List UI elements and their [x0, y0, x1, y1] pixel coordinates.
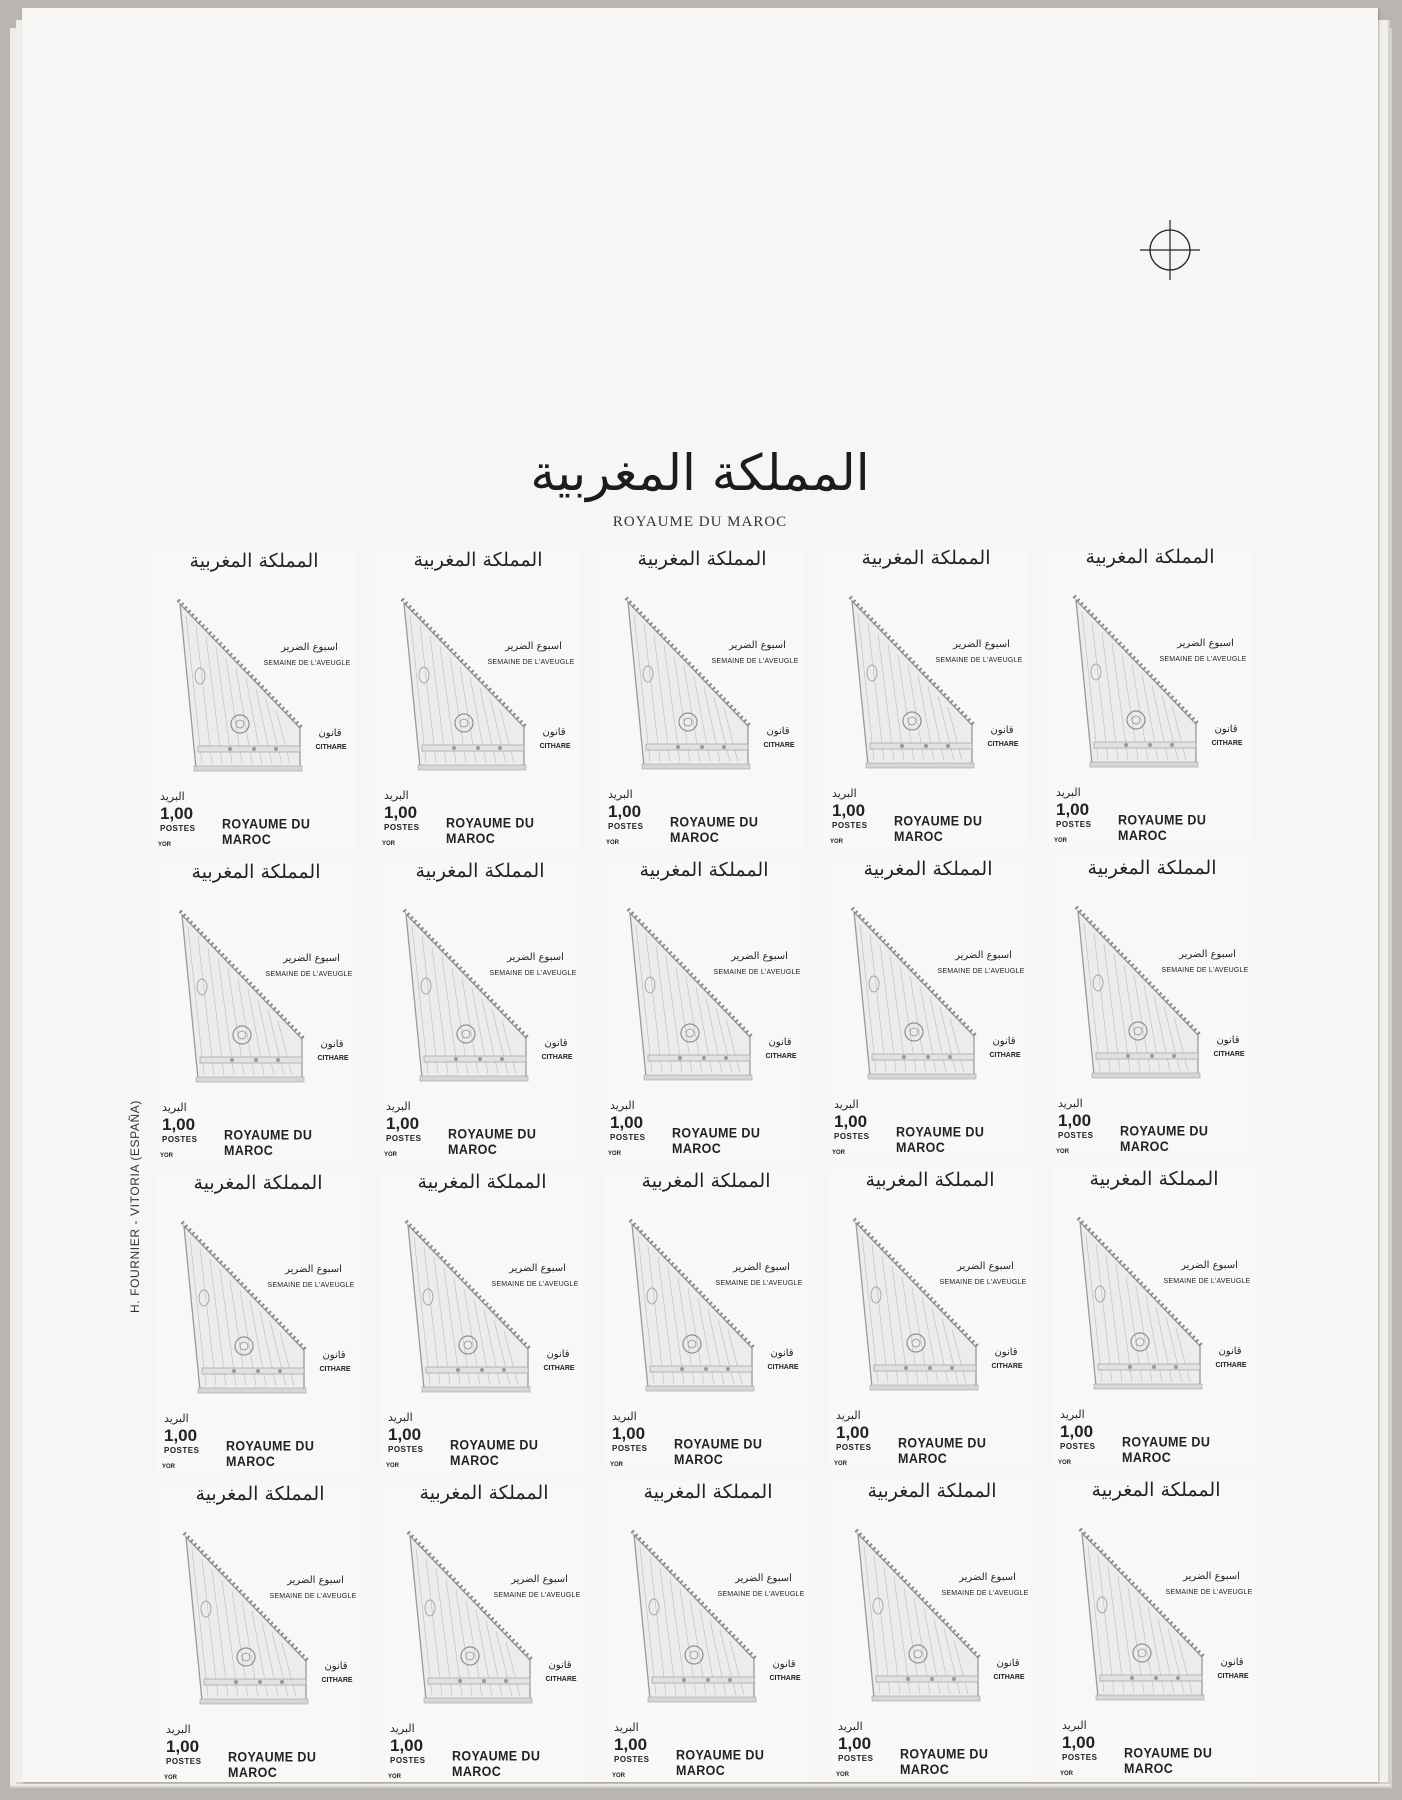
stamp-country-arabic: المملكة المغربية	[1087, 857, 1217, 879]
stamp-post-arabic: البريد	[614, 1721, 639, 1734]
stamp-postes-label: POSTES	[160, 824, 196, 833]
stamp-postes-label: POSTES	[832, 821, 868, 830]
stamp-instrument-french: CITHARE	[991, 1363, 1023, 1370]
stamp-instrument-french: CITHARE	[767, 1364, 799, 1371]
stamp-r1-c5	[1048, 546, 1252, 846]
stamp-instrument-french: CITHARE	[319, 1366, 351, 1373]
stamp-event-arabic: اسبوع الضرير	[1177, 638, 1234, 649]
stamp-face-value: 1,00	[390, 1736, 424, 1755]
stamp-designer: YOR	[606, 840, 620, 846]
stamp-designer: YOR	[1056, 1149, 1070, 1155]
stamp-designer: YOR	[612, 1773, 626, 1779]
stamp-r4-c2	[382, 1482, 586, 1782]
stamp-instrument-arabic: قانون	[1214, 724, 1238, 735]
stamp-post-arabic: البريد	[384, 789, 409, 802]
stamp-instrument-arabic: قانون	[766, 726, 790, 737]
stamp-country-french: ROYAUME DU MAROC	[222, 816, 311, 848]
stamp-event-arabic: اسبوع الضرير	[283, 953, 340, 964]
stamp-instrument-arabic: قانون	[768, 1037, 792, 1048]
stamp-country-arabic: المملكة المغربية	[639, 859, 769, 881]
cithare-illustration-icon	[174, 907, 344, 1107]
stamp-post-arabic: البريد	[834, 1098, 859, 1111]
stamp-event-arabic: اسبوع الضرير	[509, 1263, 566, 1274]
stamp-face-value: 1,00	[832, 801, 866, 820]
stamp-post-arabic: البريد	[164, 1412, 189, 1425]
stamp-r3-c1	[156, 1172, 360, 1472]
stamp-country-french: ROYAUME DU MAROC	[894, 813, 983, 845]
stamp-postes-label: POSTES	[164, 1446, 200, 1455]
stamp-instrument-french: CITHARE	[315, 744, 347, 751]
stamp-r4-c1	[158, 1483, 362, 1782]
stamp-designer: YOR	[1054, 838, 1068, 844]
stamp-face-value: 1,00	[1058, 1111, 1092, 1130]
cithare-illustration-icon	[846, 904, 1016, 1104]
stamp-post-arabic: البريد	[1058, 1097, 1083, 1110]
stamp-country-arabic: المملكة المغربية	[643, 1481, 773, 1503]
stamp-instrument-arabic: قانون	[770, 1348, 794, 1359]
stamp-postes-label: POSTES	[162, 1135, 198, 1144]
stamp-postes-label: POSTES	[390, 1756, 426, 1765]
stamp-country-french: ROYAUME DU MAROC	[450, 1437, 539, 1469]
stamp-event-french: SEMAINE DE L'AVEUGLE	[489, 970, 577, 977]
stamp-country-french: ROYAUME DU MAROC	[228, 1749, 317, 1781]
stamp-r2-c4	[826, 858, 1030, 1158]
stamp-instrument-french: CITHARE	[541, 1054, 573, 1061]
stamp-postes-label: POSTES	[388, 1445, 424, 1454]
stamp-country-arabic: المملكة المغربية	[413, 549, 543, 571]
stamp-instrument-arabic: قانون	[324, 1661, 348, 1672]
stamp-country-arabic: المملكة المغربية	[195, 1483, 325, 1505]
stamp-event-arabic: اسبوع الضرير	[729, 640, 786, 651]
stamp-instrument-french: CITHARE	[987, 741, 1019, 748]
cithare-illustration-icon	[620, 594, 790, 794]
stamp-post-arabic: البريد	[1060, 1408, 1085, 1421]
stamp-r1-c4	[824, 547, 1028, 847]
cithare-illustration-icon	[850, 1526, 1020, 1726]
stamp-country-french: ROYAUME DU MAROC	[674, 1436, 763, 1468]
cithare-illustration-icon	[622, 905, 792, 1105]
stamp-country-arabic: المملكة المغربية	[191, 861, 321, 883]
stamp-sheet	[22, 8, 1378, 1782]
stamp-face-value: 1,00	[1060, 1422, 1094, 1441]
stamp-postes-label: POSTES	[1056, 820, 1092, 829]
stamp-instrument-french: CITHARE	[993, 1674, 1025, 1681]
stamp-event-french: SEMAINE DE L'AVEUGLE	[713, 969, 801, 976]
stamp-country-arabic: المملكة المغربية	[637, 548, 767, 570]
stamp-event-french: SEMAINE DE L'AVEUGLE	[1165, 1589, 1253, 1596]
stamp-face-value: 1,00	[834, 1112, 868, 1131]
stamp-postes-label: POSTES	[166, 1757, 202, 1766]
stamp-instrument-french: CITHARE	[1213, 1051, 1245, 1058]
stamp-instrument-french: CITHARE	[769, 1675, 801, 1682]
stamp-country-arabic: المملكة المغربية	[419, 1482, 549, 1504]
stamp-event-french: SEMAINE DE L'AVEUGLE	[717, 1591, 805, 1598]
stamp-event-french: SEMAINE DE L'AVEUGLE	[1159, 656, 1247, 663]
stamp-designer: YOR	[610, 1462, 624, 1468]
stamp-designer: YOR	[384, 1152, 398, 1158]
stamp-face-value: 1,00	[1056, 800, 1090, 819]
stamp-country-french: ROYAUME DU MAROC	[896, 1124, 985, 1156]
stamp-event-french: SEMAINE DE L'AVEUGLE	[265, 971, 353, 978]
stamp-instrument-french: CITHARE	[1217, 1673, 1249, 1680]
stamp-event-arabic: اسبوع الضرير	[511, 1574, 568, 1585]
cithare-illustration-icon	[1068, 592, 1238, 792]
stamp-event-arabic: اسبوع الضرير	[733, 1262, 790, 1273]
stamp-post-arabic: البريد	[386, 1100, 411, 1113]
stamp-instrument-arabic: قانون	[996, 1658, 1020, 1669]
stamp-post-arabic: البريد	[610, 1099, 635, 1112]
stamp-postes-label: POSTES	[836, 1443, 872, 1452]
stamp-instrument-french: CITHARE	[989, 1052, 1021, 1059]
cithare-illustration-icon	[398, 906, 568, 1106]
stamp-designer: YOR	[834, 1461, 848, 1467]
stamp-country-french: ROYAUME DU MAROC	[1122, 1434, 1211, 1466]
stamp-country-arabic: المملكة المغربية	[1089, 1168, 1219, 1190]
stamp-r4-c3	[606, 1481, 810, 1781]
cithare-illustration-icon	[626, 1527, 796, 1727]
cithare-illustration-icon	[172, 596, 342, 796]
stamp-face-value: 1,00	[162, 1115, 196, 1134]
stamp-country-arabic: المملكة المغربية	[863, 858, 993, 880]
stamp-event-french: SEMAINE DE L'AVEUGLE	[1161, 967, 1249, 974]
stamp-instrument-french: CITHARE	[543, 1365, 575, 1372]
stamp-designer: YOR	[830, 839, 844, 845]
stamp-event-arabic: اسبوع الضرير	[287, 1575, 344, 1586]
stamp-country-french: ROYAUME DU MAROC	[224, 1127, 313, 1159]
stamp-face-value: 1,00	[384, 803, 418, 822]
stamp-post-arabic: البريد	[836, 1409, 861, 1422]
stamp-country-french: ROYAUME DU MAROC	[670, 814, 759, 846]
stamp-r4-c4	[830, 1480, 1034, 1780]
stamp-instrument-arabic: قانون	[320, 1039, 344, 1050]
sheet-header-french: ROYAUME DU MAROC	[612, 514, 788, 530]
stamp-designer: YOR	[382, 841, 396, 847]
stamp-face-value: 1,00	[164, 1426, 198, 1445]
cithare-illustration-icon	[400, 1217, 570, 1417]
cithare-illustration-icon	[624, 1216, 794, 1416]
stamp-country-arabic: المملكة المغربية	[861, 547, 991, 569]
stamp-event-arabic: اسبوع الضرير	[285, 1264, 342, 1275]
stamp-postes-label: POSTES	[1058, 1131, 1094, 1140]
stamp-instrument-french: CITHARE	[545, 1676, 577, 1683]
stamp-designer: YOR	[1060, 1771, 1074, 1777]
stamp-post-arabic: البريد	[838, 1720, 863, 1733]
stamp-country-french: ROYAUME DU MAROC	[1120, 1123, 1209, 1155]
stamp-event-french: SEMAINE DE L'AVEUGLE	[715, 1280, 803, 1287]
stamp-event-french: SEMAINE DE L'AVEUGLE	[491, 1281, 579, 1288]
cithare-illustration-icon	[848, 1215, 1018, 1415]
stamp-instrument-arabic: قانون	[542, 727, 566, 738]
stamp-designer: YOR	[160, 1153, 174, 1159]
stamp-instrument-arabic: قانون	[1220, 1657, 1244, 1668]
stamp-post-arabic: البريد	[160, 790, 185, 803]
stamp-instrument-arabic: قانون	[1218, 1346, 1242, 1357]
stamp-r3-c3	[604, 1170, 808, 1470]
stamp-event-french: SEMAINE DE L'AVEUGLE	[711, 658, 799, 665]
stamp-event-french: SEMAINE DE L'AVEUGLE	[939, 1279, 1027, 1286]
stamp-country-arabic: المملكة المغربية	[189, 550, 319, 572]
stamp-event-arabic: اسبوع الضرير	[1179, 949, 1236, 960]
cithare-illustration-icon	[1072, 1214, 1242, 1414]
stamp-r1-c2	[376, 549, 580, 849]
stamp-postes-label: POSTES	[384, 823, 420, 832]
stamp-face-value: 1,00	[610, 1113, 644, 1132]
stamp-event-arabic: اسبوع الضرير	[957, 1261, 1014, 1272]
stamp-postes-label: POSTES	[614, 1755, 650, 1764]
stamp-r3-c2	[380, 1171, 584, 1471]
stamp-country-french: ROYAUME DU MAROC	[1124, 1745, 1213, 1777]
stamp-event-arabic: اسبوع الضرير	[281, 642, 338, 653]
stamp-country-french: ROYAUME DU MAROC	[900, 1746, 989, 1778]
stamp-event-arabic: اسبوع الضرير	[1183, 1571, 1240, 1582]
stamp-post-arabic: البريد	[162, 1101, 187, 1114]
stamp-country-arabic: المملكة المغربية	[415, 860, 545, 882]
stamp-postes-label: POSTES	[612, 1444, 648, 1453]
stamp-event-arabic: اسبوع الضرير	[959, 1572, 1016, 1583]
stamp-instrument-arabic: قانون	[1216, 1035, 1240, 1046]
stamp-face-value: 1,00	[166, 1737, 200, 1756]
stamp-r2-c1	[154, 861, 358, 1161]
stamp-event-arabic: اسبوع الضرير	[735, 1573, 792, 1584]
stamp-r1-c3	[600, 548, 804, 848]
stamp-designer: YOR	[832, 1150, 846, 1156]
stamp-postes-label: POSTES	[608, 822, 644, 831]
stamp-postes-label: POSTES	[1060, 1442, 1096, 1451]
stamp-postes-label: POSTES	[386, 1134, 422, 1143]
stamp-face-value: 1,00	[612, 1424, 646, 1443]
stamp-instrument-arabic: قانون	[318, 728, 342, 739]
stamp-face-value: 1,00	[160, 804, 194, 823]
cithare-illustration-icon	[1070, 903, 1240, 1103]
stamp-designer: YOR	[158, 842, 172, 848]
stamp-instrument-french: CITHARE	[317, 1055, 349, 1062]
stamp-country-arabic: المملكة المغربية	[641, 1170, 771, 1192]
stamp-face-value: 1,00	[836, 1423, 870, 1442]
stamp-country-french: ROYAUME DU MAROC	[676, 1747, 765, 1779]
stamp-postes-label: POSTES	[834, 1132, 870, 1141]
stamp-instrument-french: CITHARE	[321, 1677, 353, 1684]
stamp-post-arabic: البريد	[390, 1722, 415, 1735]
stamp-r3-c5	[1052, 1168, 1256, 1468]
stamp-instrument-french: CITHARE	[765, 1053, 797, 1060]
stamp-event-arabic: اسبوع الضرير	[507, 952, 564, 963]
stamp-event-french: SEMAINE DE L'AVEUGLE	[941, 1590, 1029, 1597]
stamp-face-value: 1,00	[386, 1114, 420, 1133]
registration-mark-icon	[1140, 220, 1200, 280]
cithare-illustration-icon	[178, 1529, 348, 1729]
stamp-post-arabic: البريد	[608, 788, 633, 801]
stamp-instrument-arabic: قانون	[990, 725, 1014, 736]
stamp-country-arabic: المملكة المغربية	[867, 1480, 997, 1502]
cithare-illustration-icon	[176, 1218, 346, 1418]
stamp-postes-label: POSTES	[1062, 1753, 1098, 1762]
stamp-designer: YOR	[386, 1463, 400, 1469]
stamp-designer: YOR	[1058, 1460, 1072, 1466]
stamp-instrument-arabic: قانون	[548, 1660, 572, 1671]
stamp-country-arabic: المملكة المغربية	[865, 1169, 995, 1191]
stamp-instrument-french: CITHARE	[539, 743, 571, 750]
cithare-illustration-icon	[1074, 1525, 1244, 1725]
stamp-country-arabic: المملكة المغربية	[193, 1172, 323, 1194]
stamp-country-french: ROYAUME DU MAROC	[1118, 812, 1207, 844]
cithare-illustration-icon	[396, 595, 566, 795]
stamp-event-french: SEMAINE DE L'AVEUGLE	[269, 1593, 357, 1600]
stamp-face-value: 1,00	[838, 1734, 872, 1753]
stamp-instrument-french: CITHARE	[1215, 1362, 1247, 1369]
stamp-instrument-french: CITHARE	[1211, 740, 1243, 747]
stamp-post-arabic: البريد	[1062, 1719, 1087, 1732]
stamp-country-french: ROYAUME DU MAROC	[898, 1435, 987, 1467]
stamp-country-arabic: المملكة المغربية	[1085, 546, 1215, 568]
stamp-event-french: SEMAINE DE L'AVEUGLE	[1163, 1278, 1251, 1285]
cithare-illustration-icon	[844, 593, 1014, 793]
stamp-designer: YOR	[836, 1772, 850, 1778]
printer-imprint: H. FOURNIER - VITORIA (ESPAÑA)	[128, 1100, 142, 1313]
stamp-postes-label: POSTES	[610, 1133, 646, 1142]
stamp-country-french: ROYAUME DU MAROC	[446, 815, 535, 847]
stamp-event-arabic: اسبوع الضرير	[731, 951, 788, 962]
stamp-event-french: SEMAINE DE L'AVEUGLE	[263, 660, 351, 667]
stamp-postes-label: POSTES	[838, 1754, 874, 1763]
stamp-face-value: 1,00	[608, 802, 642, 821]
stamp-instrument-arabic: قانون	[322, 1350, 346, 1361]
stamp-face-value: 1,00	[1062, 1733, 1096, 1752]
stamp-country-french: ROYAUME DU MAROC	[448, 1126, 537, 1158]
stamp-designer: YOR	[164, 1775, 178, 1781]
stamp-instrument-arabic: قانون	[994, 1347, 1018, 1358]
stamp-face-value: 1,00	[388, 1425, 422, 1444]
stamp-r3-c4	[828, 1169, 1032, 1469]
stamp-country-arabic: المملكة المغربية	[1091, 1479, 1221, 1501]
stamp-event-arabic: اسبوع الضرير	[1181, 1260, 1238, 1271]
sheet-header-arabic: المملكة المغربية	[530, 444, 870, 502]
stamp-post-arabic: البريد	[388, 1411, 413, 1424]
stamp-event-french: SEMAINE DE L'AVEUGLE	[937, 968, 1025, 975]
stamp-event-arabic: اسبوع الضرير	[953, 639, 1010, 650]
stamp-post-arabic: البريد	[166, 1723, 191, 1736]
stamp-face-value: 1,00	[614, 1735, 648, 1754]
stamp-event-french: SEMAINE DE L'AVEUGLE	[493, 1592, 581, 1599]
stamp-event-french: SEMAINE DE L'AVEUGLE	[267, 1282, 355, 1289]
stamp-country-french: ROYAUME DU MAROC	[226, 1438, 315, 1470]
stamp-instrument-arabic: قانون	[772, 1659, 796, 1670]
stamp-post-arabic: البريد	[612, 1410, 637, 1423]
stamp-instrument-arabic: قانون	[546, 1349, 570, 1360]
stamp-country-french: ROYAUME DU MAROC	[452, 1748, 541, 1780]
stamp-designer: YOR	[162, 1464, 176, 1470]
stamp-country-french: ROYAUME DU MAROC	[672, 1125, 761, 1157]
stamp-event-french: SEMAINE DE L'AVEUGLE	[935, 657, 1023, 664]
stamp-post-arabic: البريد	[832, 787, 857, 800]
stamp-event-arabic: اسبوع الضرير	[955, 950, 1012, 961]
stamp-r2-c2	[378, 860, 582, 1160]
stamp-instrument-arabic: قانون	[544, 1038, 568, 1049]
stamp-r4-c5	[1054, 1479, 1258, 1779]
stamp-designer: YOR	[608, 1151, 622, 1157]
stamp-instrument-french: CITHARE	[763, 742, 795, 749]
stamp-designer: YOR	[388, 1774, 402, 1780]
stamp-event-french: SEMAINE DE L'AVEUGLE	[487, 659, 575, 666]
stamp-event-arabic: اسبوع الضرير	[505, 641, 562, 652]
stamp-r2-c5	[1050, 857, 1254, 1157]
stamp-country-arabic: المملكة المغربية	[417, 1171, 547, 1193]
stamp-instrument-arabic: قانون	[992, 1036, 1016, 1047]
cithare-illustration-icon	[402, 1528, 572, 1728]
stamp-r1-c1	[152, 550, 356, 850]
stamp-post-arabic: البريد	[1056, 786, 1081, 799]
stamp-r2-c3	[602, 859, 806, 1159]
